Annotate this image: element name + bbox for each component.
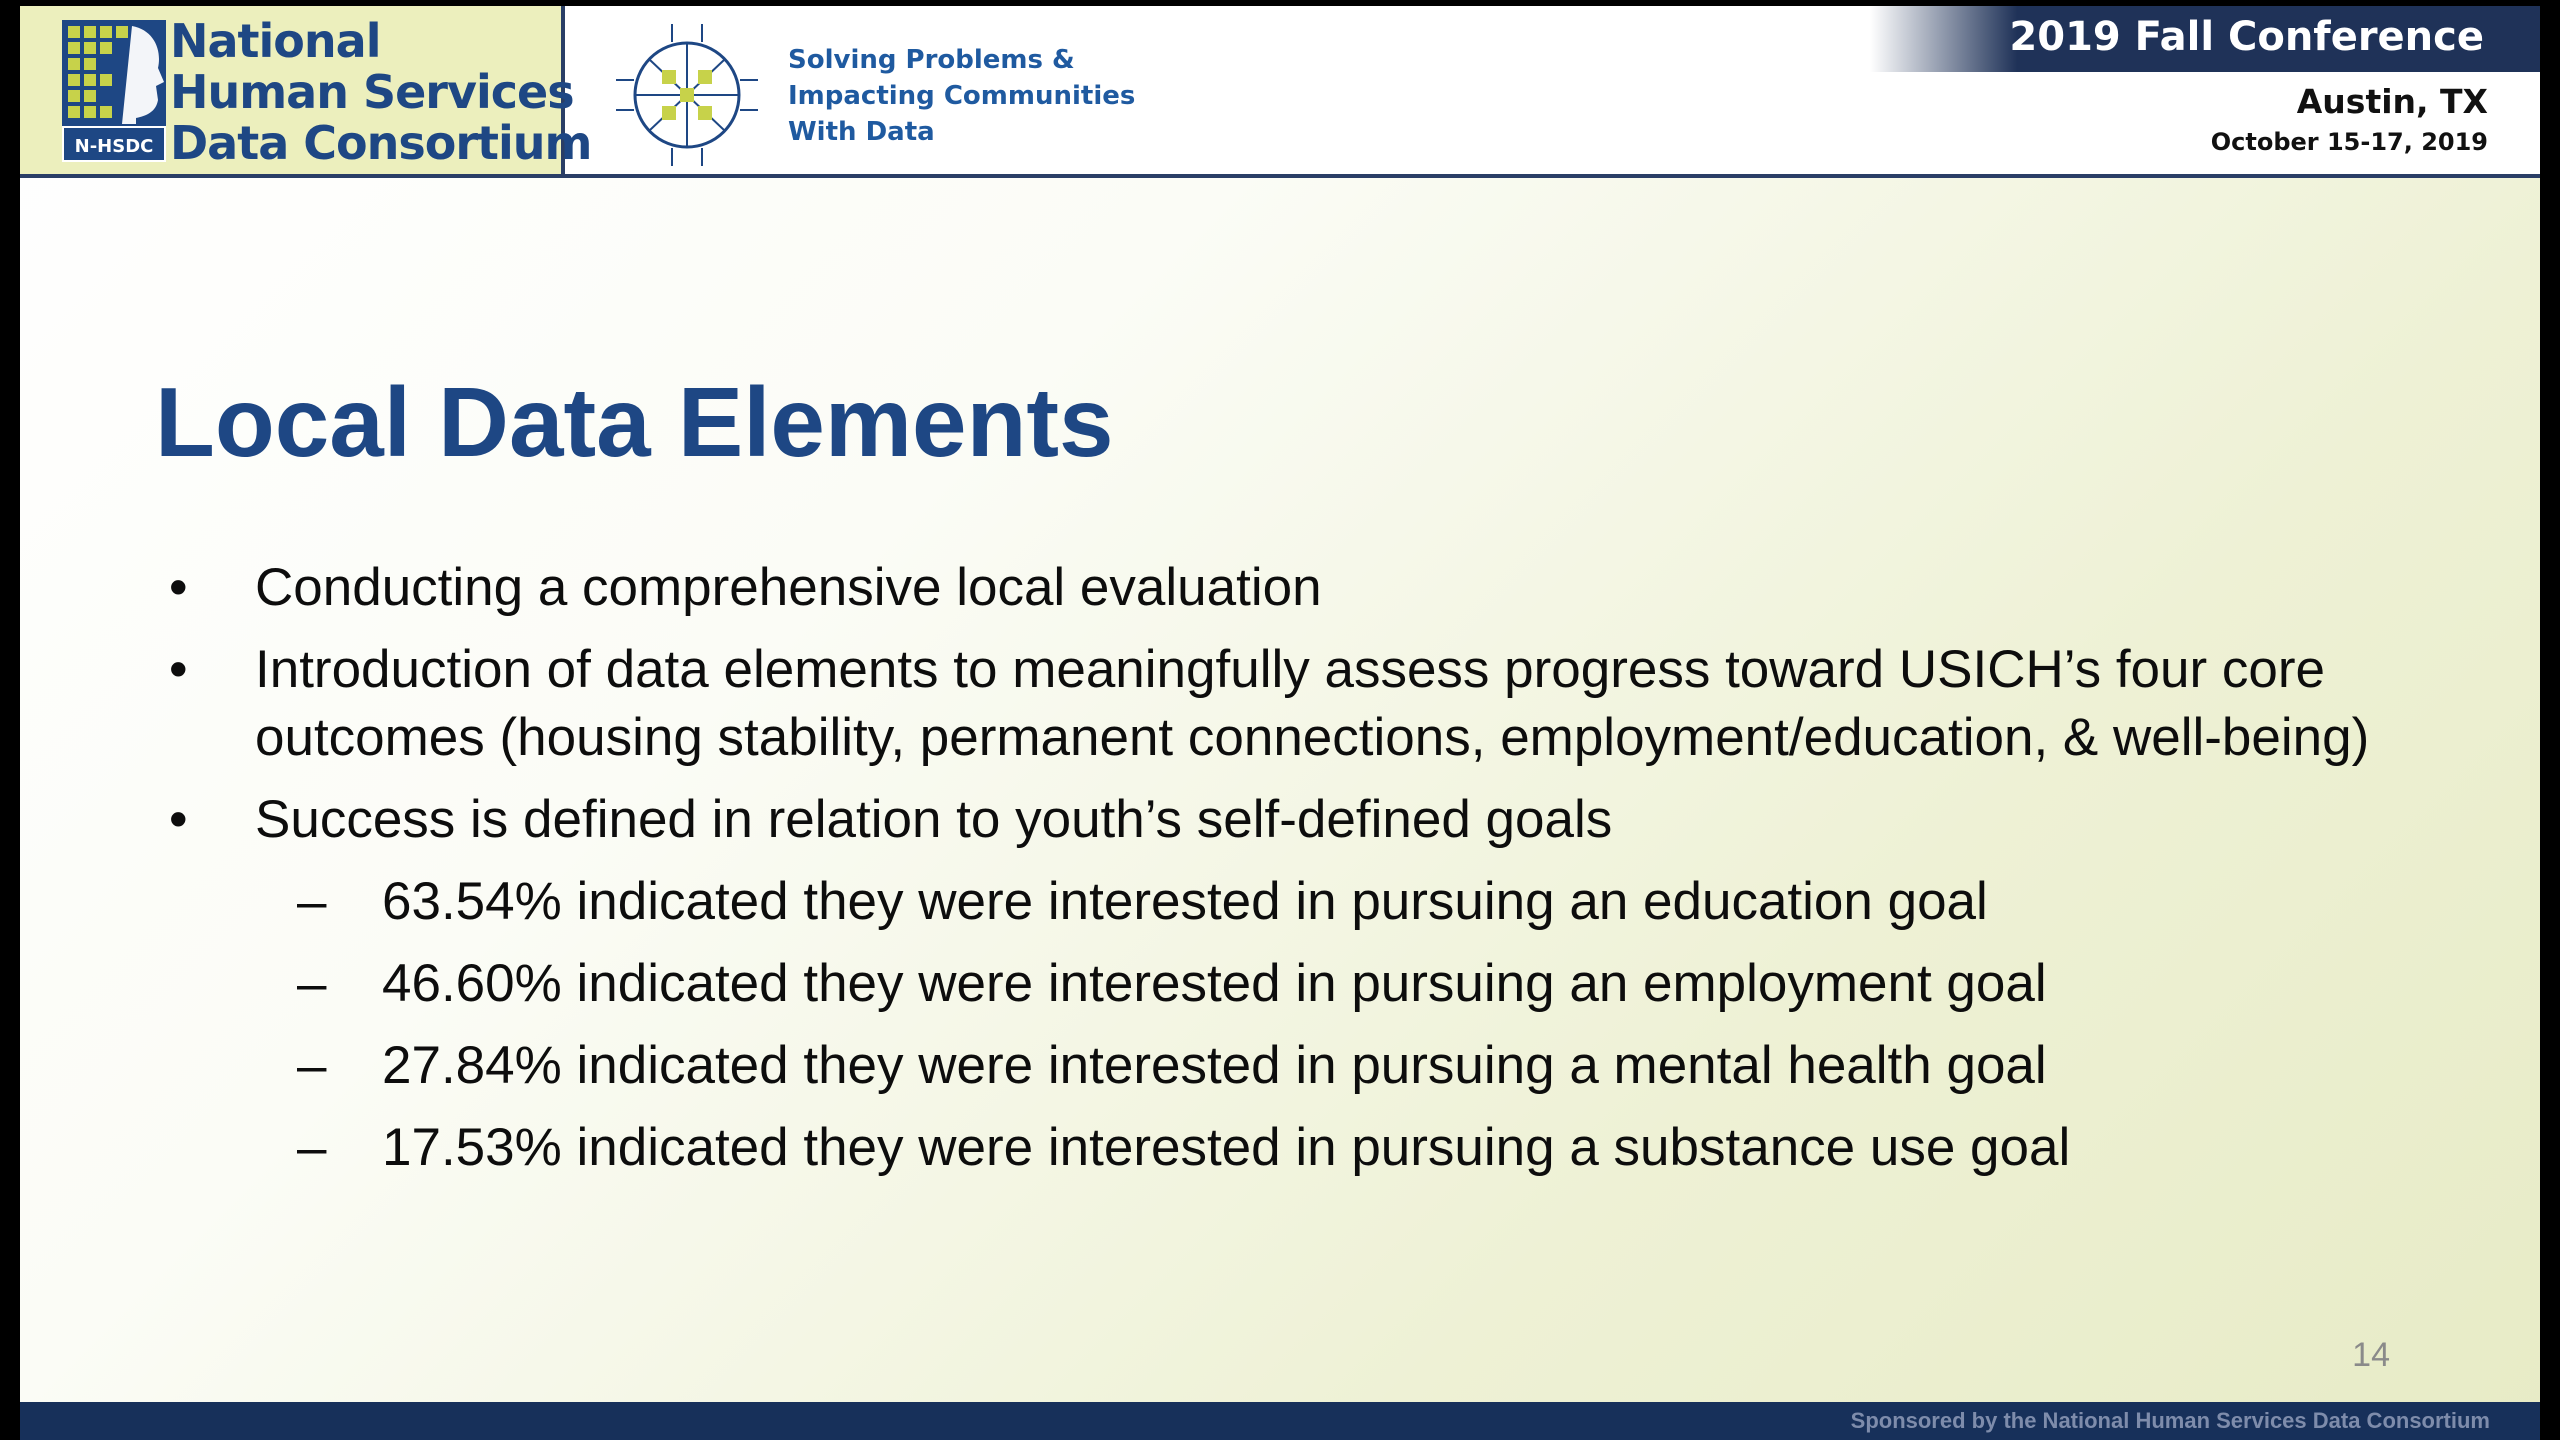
bullet-item [155, 636, 2435, 772]
organization-name [170, 16, 591, 169]
bullet-mark: • [169, 640, 188, 699]
sub-bullet-text: 46.60% indicated they were interested in pursuing an employment goal [382, 954, 2047, 1013]
sub-bullet-mark: – [297, 954, 327, 1013]
bullet-text: Introduction of data elements to meaningfully assess progress toward USICH’s four core outcomes (housing stability, permanent connections, employment/education, & well-being) [255, 640, 2370, 767]
logo-initials: N-HSDC [74, 136, 154, 157]
sub-bullet-item [155, 1114, 2435, 1182]
org-name-line-1: National [170, 14, 381, 68]
conference-header [20, 6, 2540, 178]
bullet-item [155, 554, 2435, 622]
bullet-mark: • [169, 558, 188, 617]
tagline-line-3: With Data [788, 117, 935, 147]
bullet-mark: • [169, 790, 188, 849]
org-name-line-3: Data Consortium [170, 116, 592, 170]
sub-bullet-text: 17.53% indicated they were interested in pursuing a substance use goal [382, 1118, 2071, 1177]
slide-title: Local Data Elements [155, 367, 1114, 477]
conference-city: Austin, TX [2296, 82, 2488, 121]
bullet-text: Conducting a comprehensive local evaluation [255, 558, 1322, 617]
sponsor-footer [20, 1402, 2540, 1440]
tagline-line-1: Solving Problems & [788, 45, 1075, 75]
sub-bullet-item [155, 1032, 2435, 1100]
presentation-slide [20, 6, 2540, 1440]
sponsor-text: Sponsored by the National Human Services Data Consortium [1850, 1408, 2490, 1433]
bullet-list [155, 554, 2435, 1196]
circuit-globe-icon [612, 20, 762, 170]
nhsdc-logo [20, 6, 592, 174]
sub-bullet-mark: – [297, 1036, 327, 1095]
nhsdc-head-profile-icon [62, 20, 166, 162]
conference-banner [1870, 6, 2540, 72]
bullet-text: Success is defined in relation to youth’s self-defined goals [255, 790, 1613, 849]
conference-dates: October 15-17, 2019 [2210, 128, 2488, 156]
sub-bullet-mark: – [297, 1118, 327, 1177]
bullet-item [155, 786, 2435, 854]
sub-bullet-item [155, 868, 2435, 936]
sub-bullet-mark: – [297, 872, 327, 931]
conference-title: 2019 Fall Conference [2009, 14, 2484, 60]
org-name-line-2: Human Services [170, 65, 574, 119]
sub-bullet-text: 63.54% indicated they were interested in pursuing an education goal [382, 872, 1988, 931]
sub-bullet-item [155, 950, 2435, 1018]
sub-bullet-text: 27.84% indicated they were interested in pursuing a mental health goal [382, 1036, 2047, 1095]
tagline [788, 42, 1135, 150]
tagline-line-2: Impacting Communities [788, 81, 1136, 111]
page-number: 14 [2352, 1336, 2390, 1374]
